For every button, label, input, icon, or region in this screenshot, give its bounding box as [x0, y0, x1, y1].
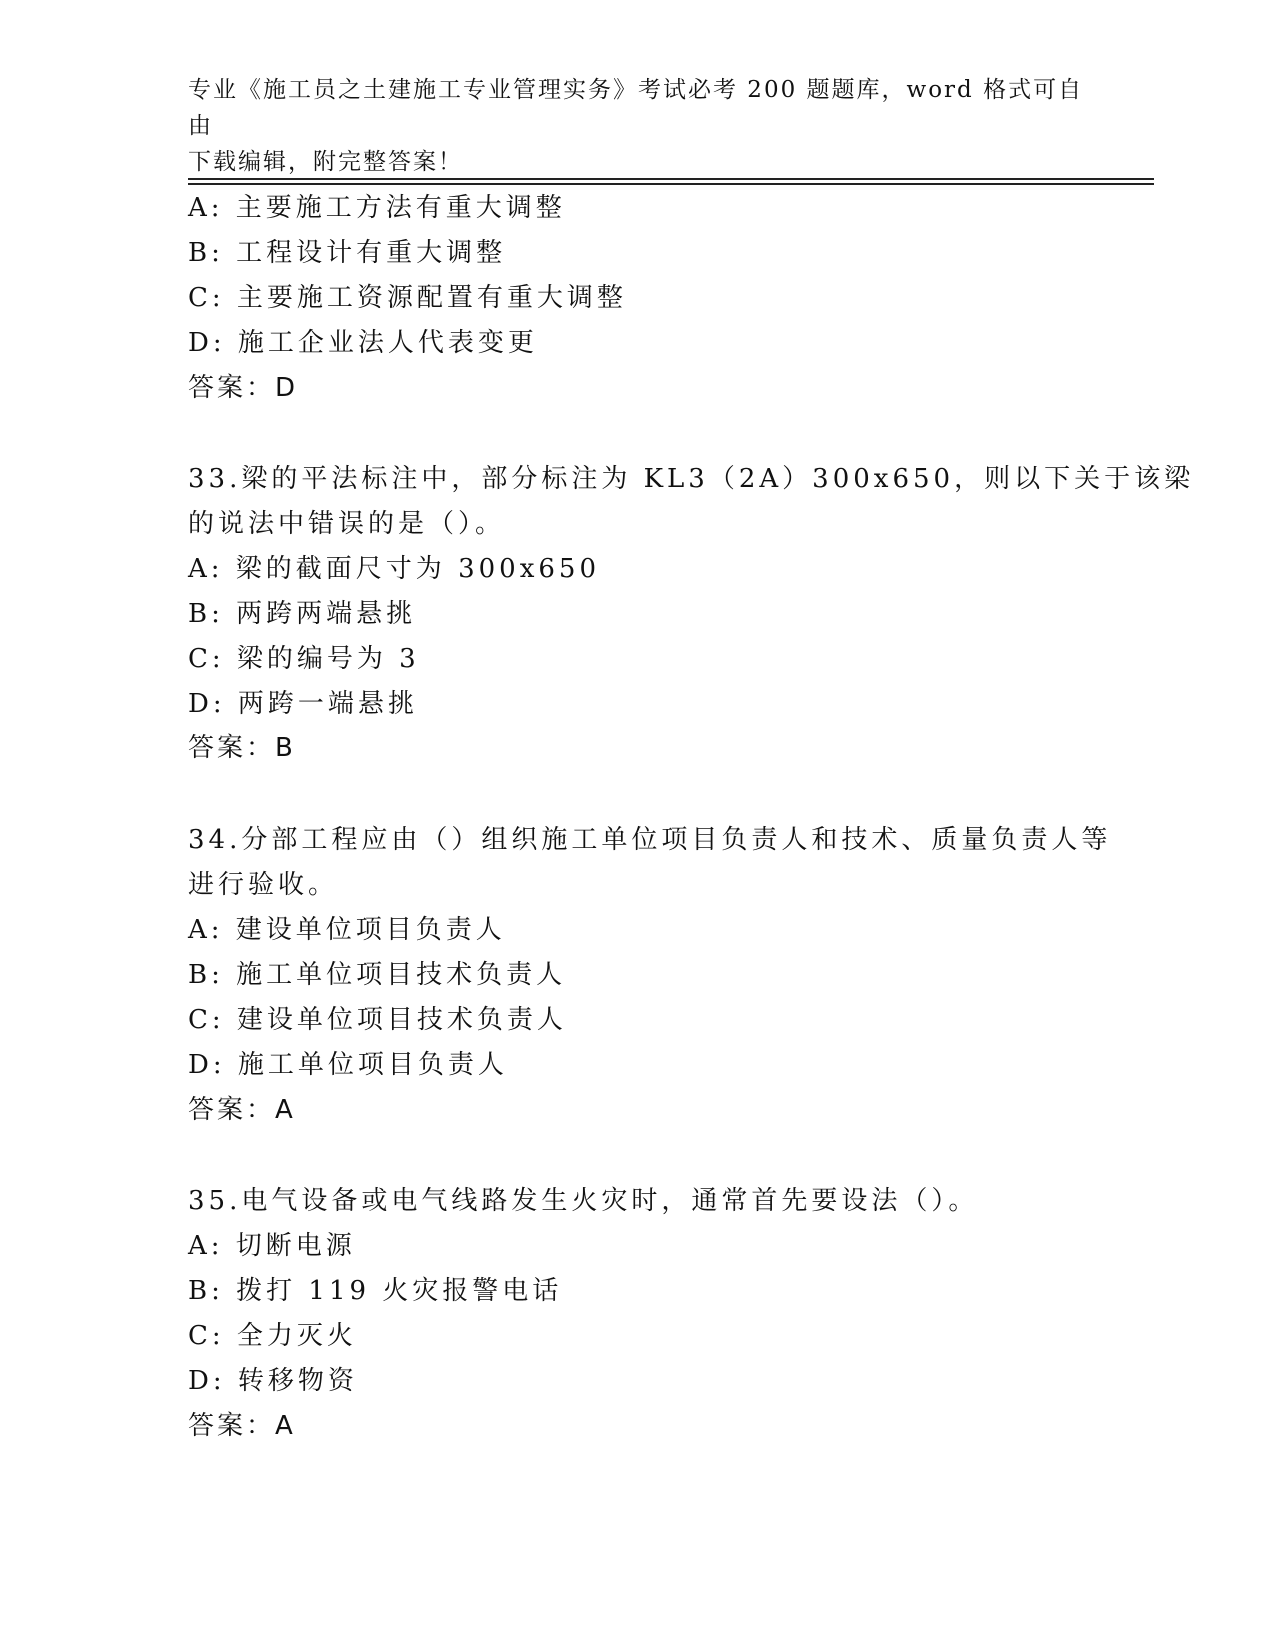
q32-option-b: B: 工程设计有重大调整 — [188, 238, 507, 268]
q34-option-b: B: 施工单位项目技术负责人 — [188, 960, 567, 990]
q33-answer: 答案：B — [188, 733, 296, 763]
q35-option-a: A: 切断电源 — [188, 1231, 356, 1261]
q33-option-a: A: 梁的截面尺寸为 300x650 — [188, 554, 600, 584]
q32-option-c: C: 主要施工资源配置有重大调整 — [188, 283, 627, 313]
q35-answer: 答案：A — [188, 1411, 296, 1441]
q34-option-a: A: 建设单位项目负责人 — [188, 915, 506, 945]
q33-question-line-1: 33.梁的平法标注中，部分标注为 KL3（2A）300x650，则以下关于该梁 — [188, 464, 1195, 494]
q33-option-c: C: 梁的编号为 3 — [188, 644, 420, 674]
q35-option-d: D: 转移物资 — [188, 1366, 358, 1396]
q34-question-line-2: 进行验收。 — [188, 870, 339, 900]
document-header — [188, 72, 1088, 180]
q35-option-c: C: 全力灭火 — [188, 1321, 357, 1351]
header-line-1: 专业《施工员之土建施工专业管理实务》考试必考 200 题题库，word 格式可自由 — [188, 77, 1084, 139]
header-divider-bottom — [188, 183, 1154, 185]
q34-option-d: D: 施工单位项目负责人 — [188, 1050, 508, 1080]
header-line-2: 下载编辑，附完整答案！ — [188, 149, 463, 175]
q33-question-line-2: 的说法中错误的是（）。 — [188, 509, 506, 539]
q33-option-d: D: 两跨一端悬挑 — [188, 689, 418, 719]
q34-question-line-1: 34.分部工程应由（）组织施工单位项目负责人和技术、质量负责人等 — [188, 825, 1112, 855]
header-divider-top — [188, 178, 1154, 180]
q33-option-b: B: 两跨两端悬挑 — [188, 599, 417, 629]
q32-option-d: D: 施工企业法人代表变更 — [188, 328, 538, 358]
q34-answer: 答案：A — [188, 1095, 296, 1125]
q35-option-b: B: 拨打 119 火灾报警电话 — [188, 1276, 563, 1306]
q34-option-c: C: 建设单位项目技术负责人 — [188, 1005, 567, 1035]
q35-question-line-1: 35.电气设备或电气线路发生火灾时，通常首先要设法（）。 — [188, 1186, 979, 1216]
q32-option-a: A: 主要施工方法有重大调整 — [188, 193, 566, 223]
q32-answer: 答案：D — [188, 373, 299, 403]
